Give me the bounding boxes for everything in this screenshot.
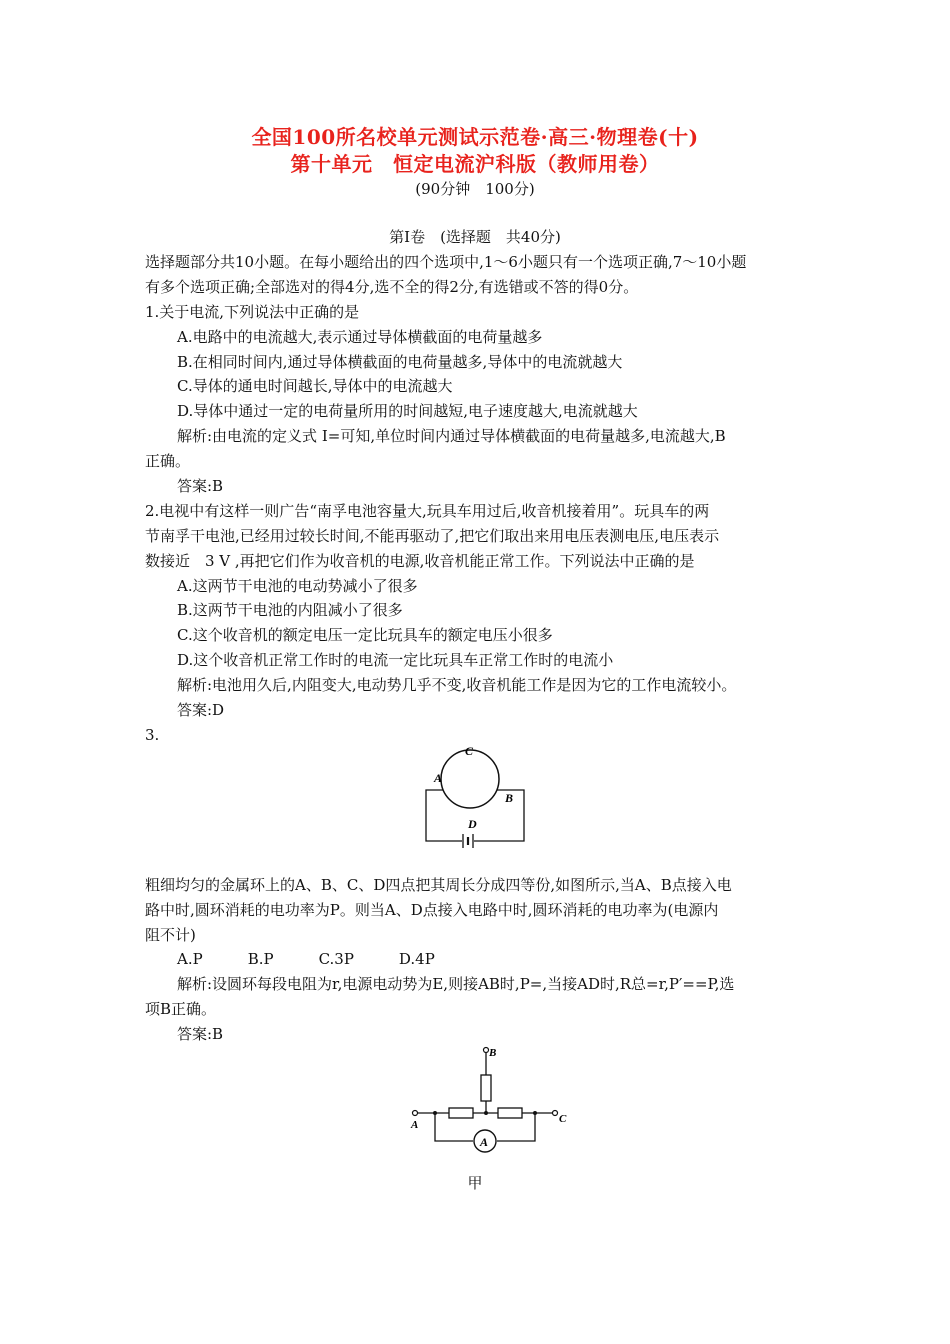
- question-1-option: B.在相同时间内,通过导体横截面的电荷量越多,导体中的电流就越大: [177, 353, 623, 371]
- section-intro-line: 有多个选项正确;全部选对的得4分,选不全的得2分,有选错或不答的得0分。: [145, 278, 639, 296]
- question-2-stem: 2.电视中有这样一则广告“南孚电池容量大,玩具车用过后,收音机接着用”。玩具车的两: [145, 502, 710, 520]
- section-intro-line: 选择题部分共10小题。在每小题给出的四个选项中,1～6小题只有一个选项正确,7～10小题: [145, 253, 747, 271]
- question-1-option: C.导体的通电时间越长,导体中的电流越大: [177, 377, 453, 395]
- wire-left: [426, 790, 462, 841]
- resistor-left: [449, 1108, 473, 1118]
- question-2-option: D.这个收音机正常工作时的电流一定比玩具车正常工作时的电流小: [177, 651, 614, 669]
- label-c: C: [465, 744, 474, 758]
- exam-duration: (90分钟 100分): [415, 180, 535, 198]
- section-title: 第Ⅰ卷 (选择题 共40分): [389, 228, 561, 246]
- label-d: D: [468, 817, 477, 831]
- terminal-c: [553, 1111, 558, 1116]
- question-1-analysis: 解析:由电流的定义式 I=可知,单位时间内通过导体横截面的电荷量越多,电流越大,B: [177, 427, 726, 445]
- figure-caption: 甲: [467, 1174, 483, 1192]
- question-3-options: A.P B.P C.3P D.4P: [177, 950, 435, 968]
- question-2-option: A.这两节干电池的电动势减小了很多: [177, 577, 418, 595]
- question-3-stem: 阻不计): [145, 926, 196, 944]
- question-1-analysis: 正确。: [145, 452, 191, 470]
- question-2-option: C.这个收音机的额定电压一定比玩具车的额定电压小很多: [177, 626, 553, 644]
- metal-ring: [441, 750, 499, 808]
- question-1-option: D.导体中通过一定的电荷量所用的时间越短,电子速度越大,电流就越大: [177, 402, 638, 420]
- question-2-stem: 节南孚干电池,已经用过较长时间,不能再驱动了,把它们取出来用电压表测电压,电压表示: [145, 527, 720, 545]
- label-a: A: [411, 1119, 419, 1131]
- question-2-answer: 答案:D: [177, 701, 225, 719]
- ammeter-label: A: [480, 1135, 489, 1149]
- label-b: B: [505, 791, 514, 805]
- question-3-number: 3.: [145, 726, 160, 744]
- terminal-b: [484, 1048, 489, 1053]
- document-subtitle: 第十单元 恒定电流沪科版（教师用卷）: [290, 152, 660, 176]
- question-3-analysis: 项B正确。: [145, 1000, 217, 1018]
- terminal-a: [413, 1111, 418, 1116]
- resistor-vertical: [481, 1075, 491, 1101]
- question-1-option: A.电路中的电流越大,表示通过导体横截面的电荷量越多: [177, 328, 543, 346]
- question-2-analysis: 解析:电池用久后,内阻变大,电动势几乎不变,收音机能工作是因为它的工作电流较小。: [177, 676, 737, 694]
- label-a: A: [434, 771, 443, 785]
- document-title: 全国100所名校单元测试示范卷·高三·物理卷(十): [251, 125, 699, 149]
- question-2-stem: 数接近 3 V ,再把它们作为收音机的电源,收音机能正常工作。下列说法中正确的是: [145, 552, 695, 570]
- question-1-answer: 答案:B: [177, 477, 224, 495]
- ring-circuit-figure: [410, 742, 540, 854]
- junction-dot: [484, 1111, 488, 1115]
- question-2-option: B.这两节干电池的内阻减小了很多: [177, 601, 403, 619]
- resistor-right: [498, 1108, 522, 1118]
- question-3-stem: 粗细均匀的金属环上的A、B、C、D四点把其周长分成四等份,如图所示,当A、B点接入电: [145, 876, 732, 894]
- label-b: B: [489, 1047, 497, 1059]
- resistor-ammeter-figure: [405, 1042, 575, 1167]
- question-3-answer: 答案:B: [177, 1025, 224, 1043]
- question-3-stem: 路中时,圆环消耗的电功率为P。则当A、D点接入电路中时,圆环消耗的电功率为(电源内: [145, 901, 719, 919]
- question-1-stem: 1.关于电流,下列说法中正确的是: [145, 303, 360, 321]
- question-3-analysis: 解析:设圆环每段电阻为r,电源电动势为E,则接AB时,P=,当接AD时,R总=r,P′==P,选: [177, 975, 735, 993]
- label-c: C: [559, 1113, 567, 1125]
- wire-right: [474, 790, 524, 841]
